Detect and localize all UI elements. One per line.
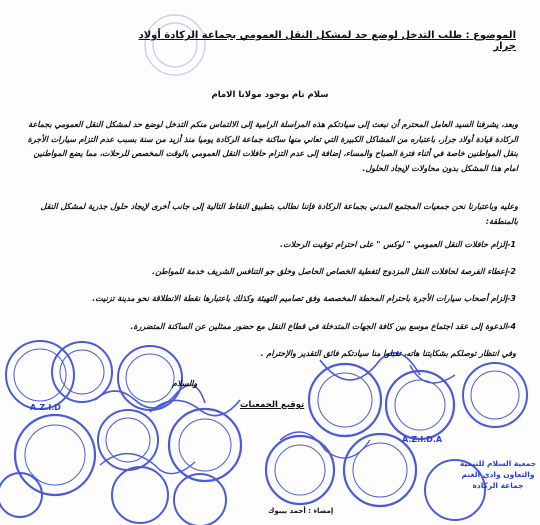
- demand-item: 3-إلزام أصحاب سيارات الأجرة باحترام المحطة المخصصة وفق تصاميم التهيئة وكذلك باعتبارها نقطة الانطلاقة نحو مدينة تزنيت.: [92, 294, 516, 303]
- right-stamps-icon: [266, 353, 527, 520]
- stamp-label: A.Z.I.D: [30, 403, 61, 412]
- paragraph-intro: وبعد، يشرفنا السيد العامل المحترم أن نبعث إلى سيادتكم هذه المراسلة الرامية إلى الالتماس منكم التدخل لوضع حد لمشكل النقل العمومي بجماعة الركادة قيادة أولاد جرار، باعتباره من المشاكل الكبيرة التي تعاني منها ساكنة جماعة الركادة يوميا منذ أزيد من سنة بسبب عدم التزام سيارات الأجرة بنقل المواطنين خاصة في أثناء فترة الصباح والمساء، إضافة إلى عدم التزام حافلات النقل العمومي بالوقت المخصص للرحلات، مما يضع المواطنين امام هذا المشكل بدون محاولات لإيجاد الحلول.: [27, 120, 518, 173]
- signature-label: توقيع الجمعيات: [240, 400, 305, 410]
- stamp-label: A.Z.I.D.A: [402, 435, 443, 444]
- demand-item: 2-إعطاء الفرصة لحافلات النقل المزدوج لتغطية الخصاص الحاصل وخلق جو التنافس الشريف خدمة للمواطن.: [152, 267, 516, 276]
- association-stamps-icon: [0, 341, 241, 525]
- closing-line: وفي انتظار توصلكم بشكايتنا هاته، تقبلوا منا سيادتكم فائق التقدير والإحترام .: [260, 349, 516, 358]
- signer-name: إمضاء : أحمد بيبوك: [268, 507, 334, 515]
- demand-item: 1-إلزام حافلات النقل العمومي " لوكس " على احترام توقيت الرحلات.: [280, 240, 516, 249]
- peace-text: والسلام: [172, 379, 198, 388]
- association-stamp-text: جمعية السلام للتنمية والتعاون وادي الغنم جماعة الركادة: [459, 459, 537, 490]
- letter-subject: الموضوع : طلب التدخل لوضع حد لمشكل النقل العمومي بجماعة الركادة أولاد جرار: [138, 30, 516, 52]
- letter-greeting: سلام تام بوجود مولانا الامام: [211, 90, 329, 100]
- demand-item: 4-الدعوة إلى عقد اجتماع موسع بين كافة الجهات المتدخلة في قطاع النقل مع حضور ممثلين عن الساكنة المتضررة.: [130, 322, 516, 331]
- paragraph-demands-intro: وعليه وباعتبارنا نحن جمعيات المجتمع المدني بجماعة الركادة فإننا نطالب بتطبيق النقاط التالية إلى جانب أخرى لإيجاد حلول جذرية لمشكل النقل بالمنطقة:: [40, 202, 518, 226]
